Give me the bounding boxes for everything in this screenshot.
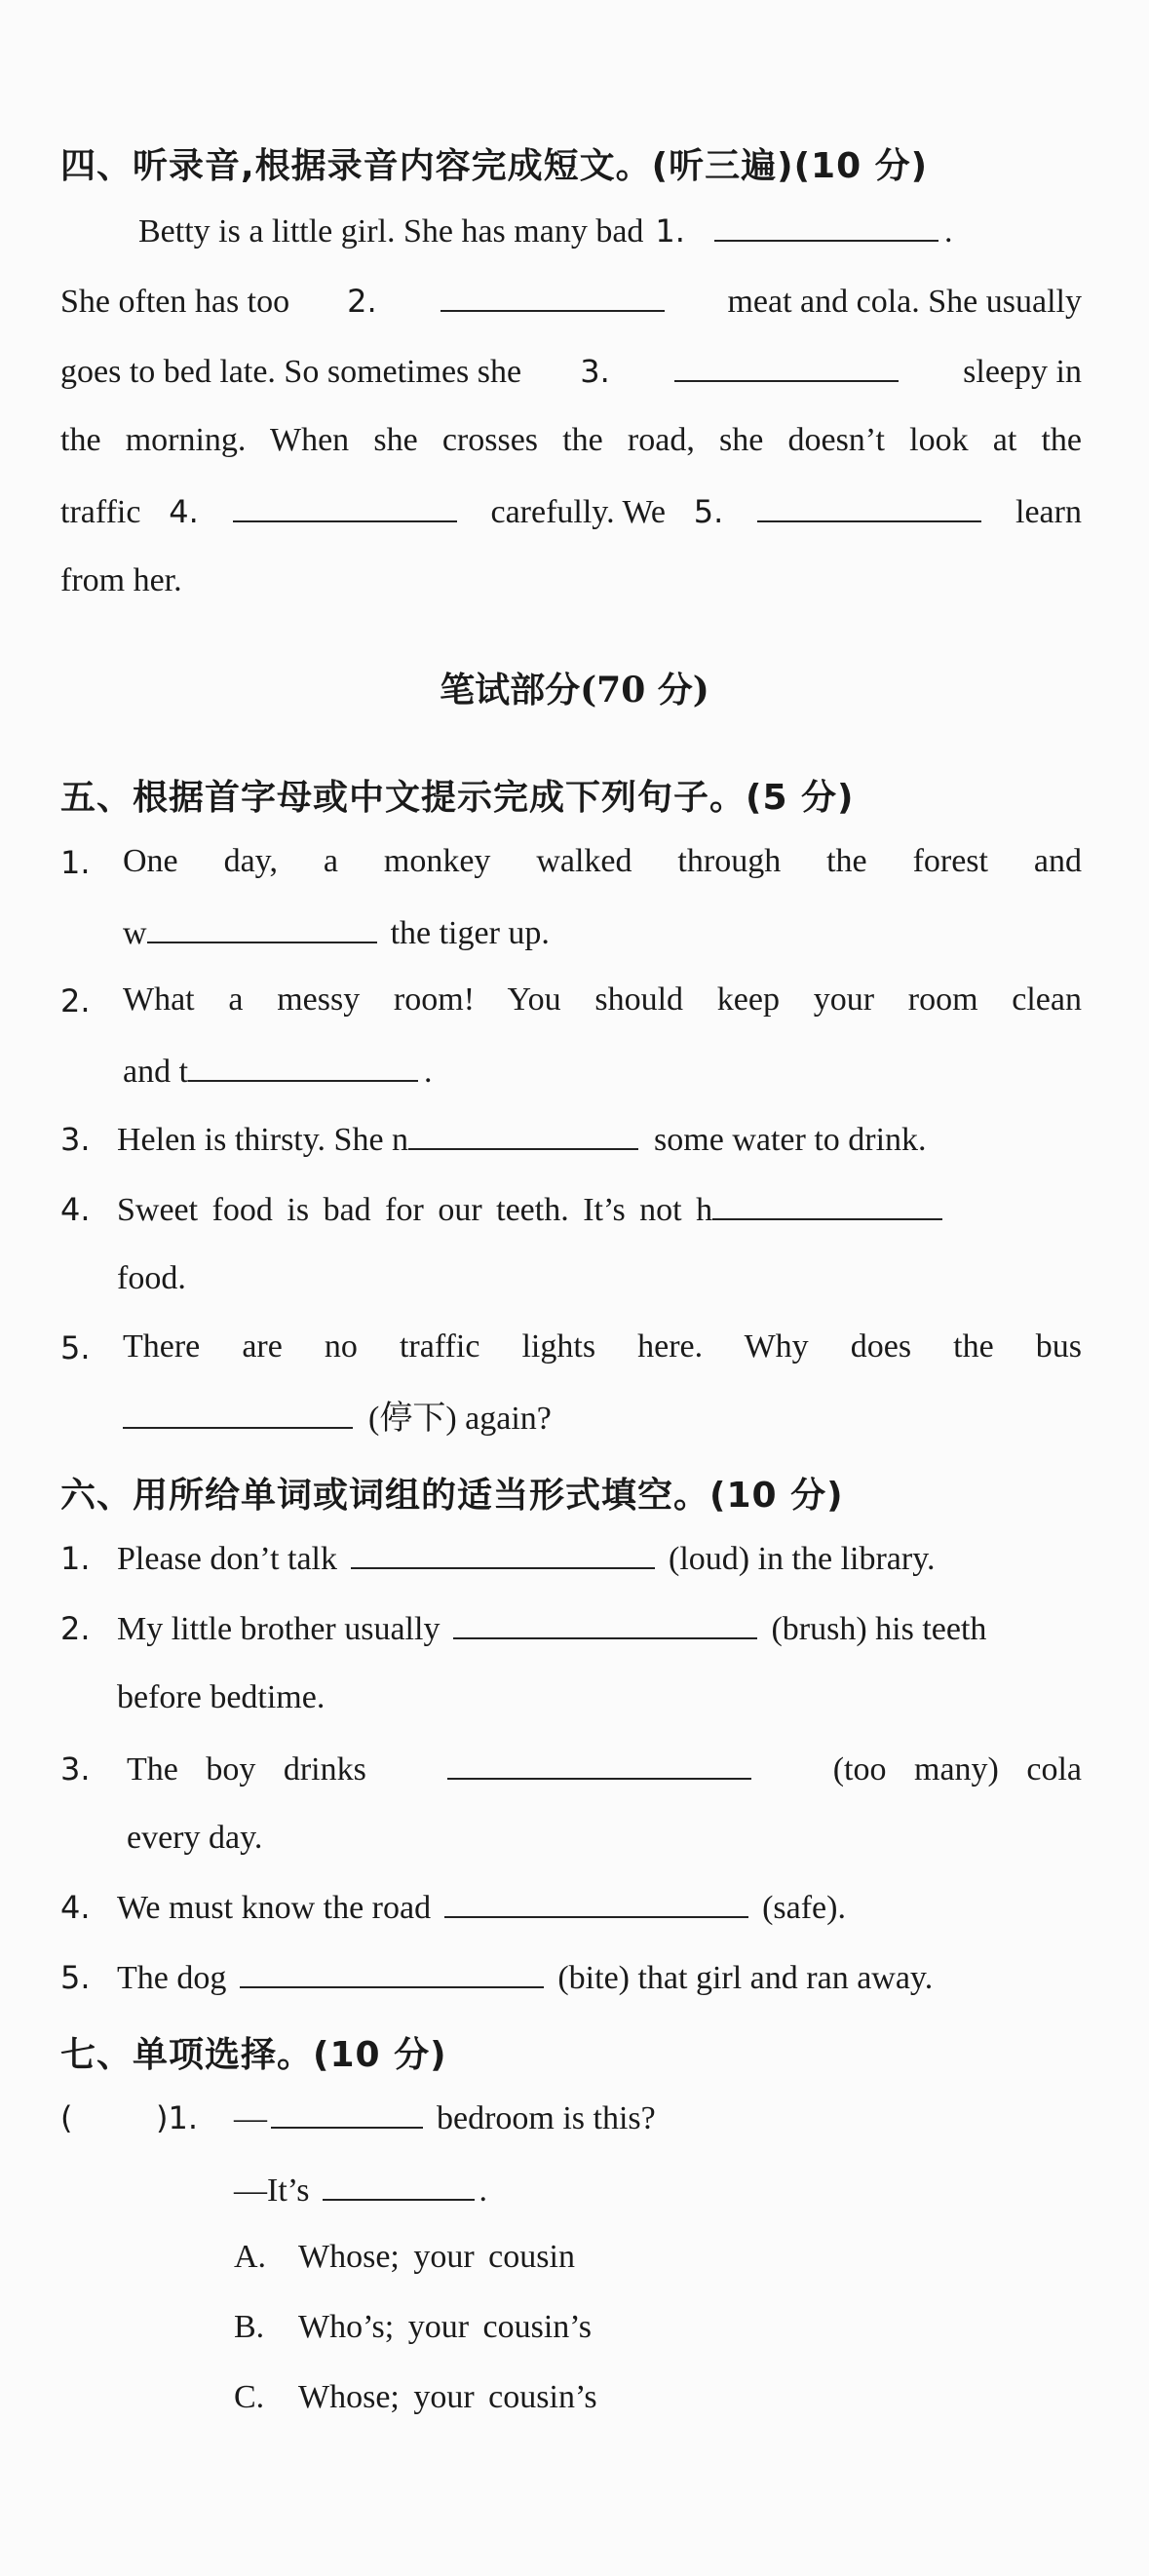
section5-title: 五、根据首字母或中文提示完成下列句子。(5 分) [60, 778, 855, 818]
answer-blank-2[interactable] [440, 281, 665, 312]
s5-q3 [117, 1119, 927, 1160]
sentence-text: the tiger up. [390, 915, 550, 951]
section6-title: 六、用所给单词或词组的适当形式填空。(10 分) [60, 1476, 844, 1516]
answer-blank-5[interactable] [757, 491, 981, 522]
passage-text: meat and cola. She usually [727, 284, 1082, 320]
passage-line-6: from her. [60, 562, 182, 598]
sentence-text: bedroom is this? [437, 2100, 656, 2136]
question-number: 4. [60, 1889, 91, 1926]
answer-blank[interactable] [123, 1398, 353, 1429]
answer-blank-3[interactable] [674, 351, 899, 382]
s5-q1-line1: One day, a monkey walked through the forest and [123, 843, 1082, 879]
question-number: 2. [60, 1610, 91, 1647]
s5-q1-line2 [123, 912, 550, 953]
sentence-text: We must know the road [117, 1890, 432, 1926]
blank-number: 4. [169, 493, 199, 530]
answer-blank[interactable] [447, 1749, 751, 1780]
s5-q2-line1: What a messy room! You should keep your room clean [123, 981, 1082, 1018]
written-part-title: 笔试部分(70 分) [440, 670, 709, 711]
section4-title: 四、听录音,根据录音内容完成短文。(听三遍)(10 分) [60, 146, 929, 186]
sentence-text: (brush) his teeth [771, 1611, 987, 1647]
s6-q3-line2: every day. [127, 1820, 263, 1856]
hint-letter: and t [123, 1054, 189, 1090]
sentence-text: . [479, 2172, 487, 2209]
option-text: Whose; your cousin’s [298, 2379, 597, 2415]
sentence-text: My little brother usually [117, 1611, 440, 1647]
blank-number: 1. [655, 212, 685, 250]
passage-line-2 [60, 281, 1082, 322]
option-text: Whose; your cousin [298, 2239, 575, 2275]
s6-q5 [117, 1957, 933, 1998]
section7-title: 七、单项选择。(10 分) [60, 2035, 447, 2075]
question-number: 5. [60, 1329, 91, 1366]
passage-text: traffic [60, 494, 141, 530]
passage-text: She often has too [60, 284, 290, 320]
question-number: 1. [60, 844, 91, 881]
question-number: 4. [60, 1191, 91, 1228]
question-number: 5. [60, 1959, 91, 1996]
sentence-text: some water to drink. [654, 1122, 927, 1158]
s7-q1-question [234, 2097, 656, 2138]
sentence-text: Sweet food is bad for our teeth. It’s not h [117, 1192, 713, 1228]
sentence-text: —It’s [234, 2172, 310, 2209]
s5-q4-line2: food. [117, 1260, 186, 1296]
answer-blank[interactable] [240, 1957, 544, 1988]
option-a[interactable] [234, 2238, 575, 2277]
passage-text: learn [1015, 494, 1082, 530]
answer-blank-1[interactable] [714, 211, 938, 242]
s6-q1 [117, 1538, 936, 1579]
sentence-text: The dog [117, 1960, 227, 1996]
answer-blank[interactable] [323, 2170, 475, 2201]
s6-q2-line1 [117, 1608, 986, 1649]
passage-line-1: Betty is a little girl. She has many bad 1. . [138, 212, 953, 250]
blank-number: 5. [693, 493, 724, 530]
answer-blank[interactable] [271, 2097, 423, 2129]
option-c[interactable] [234, 2378, 597, 2417]
answer-blank[interactable] [712, 1189, 942, 1220]
sentence-text: Helen is thirsty. She n [117, 1122, 409, 1158]
blank-number: 3. [580, 353, 610, 390]
answer-blank[interactable] [147, 912, 377, 943]
answer-blank[interactable] [408, 1119, 638, 1150]
passage-text: sleepy in [963, 354, 1082, 390]
question-number: 2. [60, 982, 91, 1019]
sentence-text: (bite) that girl and ran away. [557, 1960, 934, 1996]
s6-q4 [117, 1887, 846, 1928]
passage-text: Betty is a little girl. She has many bad [138, 213, 644, 250]
s5-q4-line1 [117, 1189, 1082, 1230]
s5-q2-line2 [123, 1051, 433, 1092]
sentence-text: (too many) cola [832, 1751, 1082, 1788]
passage-line-4: the morning. When she crosses the road, she doesn’t look at the [60, 422, 1082, 458]
passage-text: carefully. We [490, 494, 666, 530]
sentence-text: (loud) in the library. [669, 1541, 936, 1577]
sentence-text: . [424, 1054, 433, 1090]
passage-text: goes to bed late. So sometimes she [60, 354, 522, 390]
option-label: A. [234, 2239, 267, 2275]
answer-paren-open: ( [60, 2099, 73, 2136]
option-text: Who’s; your cousin’s [298, 2309, 592, 2345]
answer-blank[interactable] [188, 1051, 418, 1082]
option-label: B. [234, 2309, 265, 2345]
sentence-text: The boy drinks [127, 1751, 366, 1788]
question-number: 3. [60, 1750, 91, 1788]
blank-number: 2. [347, 283, 377, 320]
sentence-text: (停下) again? [368, 1401, 552, 1437]
s5-q5-line1: There are no traffic lights here. Why does the bus [123, 1328, 1082, 1365]
answer-paren-close: )1. [156, 2099, 199, 2136]
dash: — [234, 2100, 267, 2136]
sentence-text: (safe). [762, 1890, 846, 1926]
question-number: 3. [60, 1121, 91, 1158]
hint-letter: w [123, 915, 147, 951]
answer-blank-4[interactable] [233, 491, 457, 522]
option-label: C. [234, 2379, 265, 2415]
passage-line-3 [60, 351, 1082, 392]
s7-q1-answer [234, 2170, 487, 2211]
s6-q2-line2: before bedtime. [117, 1679, 326, 1715]
question-number: 1. [60, 1540, 91, 1577]
answer-blank[interactable] [444, 1887, 748, 1918]
sentence-text: Please don’t talk [117, 1541, 337, 1577]
answer-blank[interactable] [351, 1538, 655, 1569]
answer-blank[interactable] [453, 1608, 757, 1639]
s5-q5-line2 [123, 1398, 552, 1439]
answer-slot[interactable] [74, 2099, 152, 2138]
passage-line-5 [60, 491, 1082, 532]
s6-q3-line1 [127, 1749, 1082, 1789]
option-b[interactable] [234, 2308, 592, 2347]
